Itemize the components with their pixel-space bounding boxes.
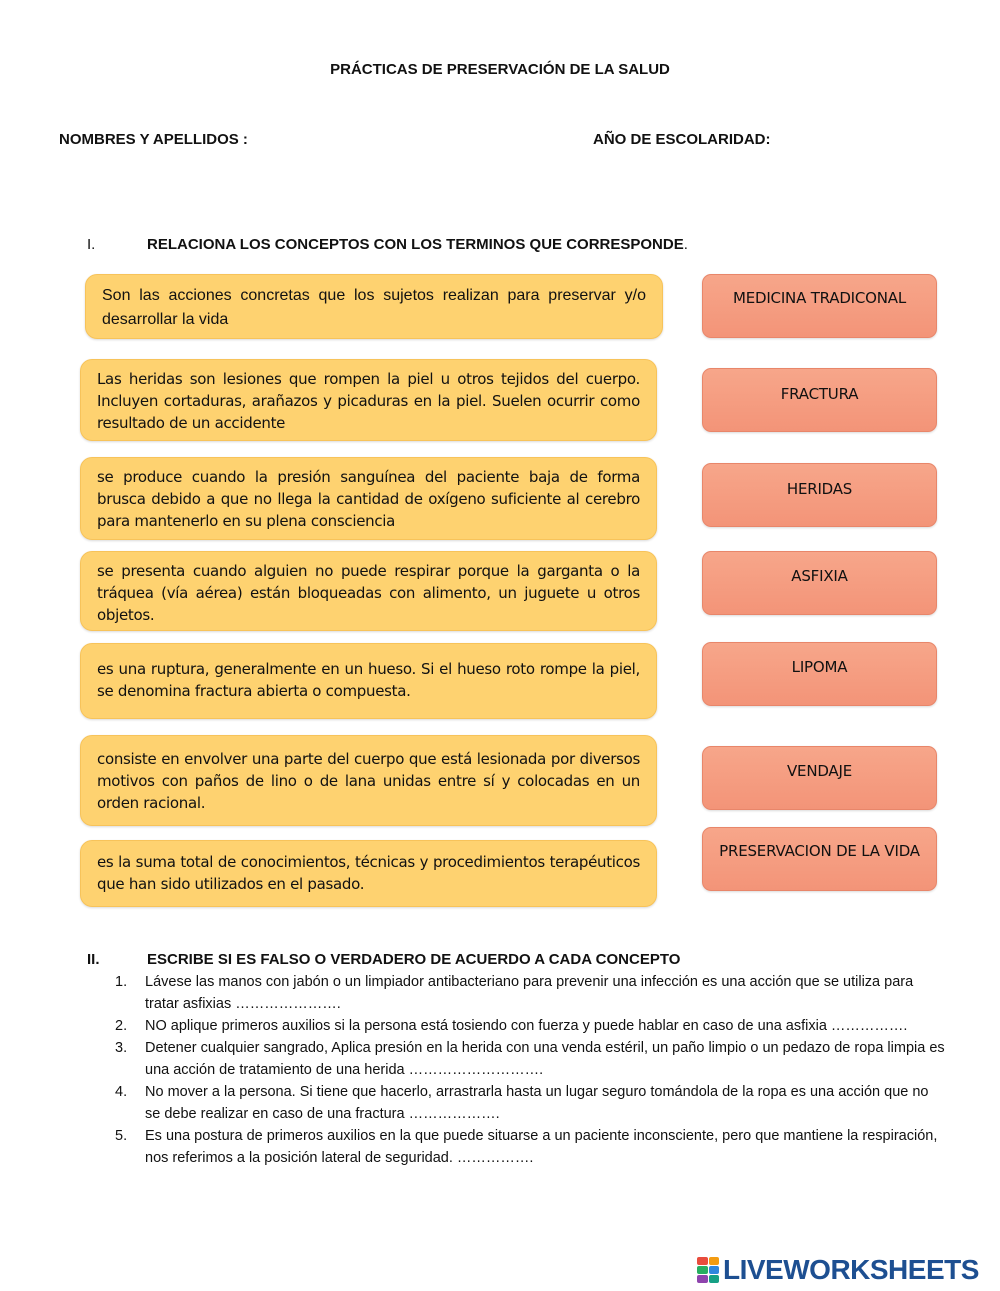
definition-box-6[interactable]: consiste en envolver una parte del cuerpo que está lesionada por diversos motivos con paños de lino o de lana unidas entre sí y colocadas en un orden racional. <box>80 735 657 826</box>
logo-tile <box>697 1257 708 1265</box>
logo-tile <box>709 1257 720 1265</box>
section2-number: II. <box>87 951 100 968</box>
logo-tile <box>709 1275 720 1283</box>
logo-mark-icon <box>697 1257 719 1283</box>
definition-box-5[interactable]: es una ruptura, generalmente en un hueso. Si el hueso roto rompe la piel, se denomina fractura abierta o compuesta. <box>80 643 657 719</box>
section1-period: . <box>683 236 688 253</box>
section1-instruction: RELACIONA LOS CONCEPTOS CON LOS TERMINOS QUE CORRESPONDE <box>147 236 684 253</box>
statement-text[interactable]: Lávese las manos con jabón o un limpiador antibacteriano para prevenir una infección es una acción que se utiliza para tratar asfixias …………………. <box>145 974 914 1012</box>
definition-box-7[interactable]: es la suma total de conocimientos, técnicas y procedimientos terapéuticos que han sido utilizados en el pasado. <box>80 840 657 907</box>
list-item: 4. No mover a la persona. Si tiene que hacerlo, arrastrarla hasta un lugar seguro tomándola de la ropa es una acción que no se debe realizar en caso de una fractura ………………. <box>115 1081 945 1125</box>
logo-wordmark: LIVEWORKSHEETS <box>723 1254 979 1285</box>
list-item: 1. Lávese las manos con jabón o un limpiador antibacteriano para prevenir una infección es una acción que se utiliza para tratar asfixias …………………. <box>115 971 945 1015</box>
logo-tile <box>709 1266 720 1274</box>
list-item: 5. Es una postura de primeros auxilios en la que puede situarse a un paciente inconsciente, pero que mantiene la respiración, nos referimos a la posición lateral de seguridad. ……………. <box>115 1125 945 1169</box>
definition-box-4[interactable]: se presenta cuando alguien no puede respirar porque la garganta o la tráquea (vía aérea) están bloqueadas con alimento, un juguete u otros objetos. <box>80 551 657 631</box>
section2-instruction: ESCRIBE SI ES FALSO O VERDADERO DE ACUERDO A CADA CONCEPTO <box>147 951 681 968</box>
definition-box-3[interactable]: se produce cuando la presión sanguínea del paciente baja de forma brusca debido a que no llega la cantidad de oxígeno suficiente al cerebro para mantenerlo en su plena consciencia <box>80 457 657 540</box>
list-item: 2. NO aplique primeros auxilios si la persona está tosiendo con fuerza y puede hablar en caso de una asfixia ……………. <box>115 1015 945 1037</box>
page-title: PRÁCTICAS DE PRESERVACIÓN DE LA SALUD <box>330 61 670 78</box>
logo-tile <box>697 1266 708 1274</box>
names-label: NOMBRES Y APELLIDOS : <box>59 131 248 148</box>
term-box-heridas[interactable]: HERIDAS <box>702 463 937 527</box>
year-label: AÑO DE ESCOLARIDAD: <box>593 131 771 148</box>
statement-text[interactable]: Detener cualquier sangrado, Aplica presión en la herida con una venda estéril, un paño limpio o un pedazo de ropa limpia es una acción de tratamiento de una herida ………………………. <box>145 1040 945 1078</box>
statement-text[interactable]: No mover a la persona. Si tiene que hacerlo, arrastrarla hasta un lugar seguro tomándola de la ropa es una acción que no se debe realizar en caso de una fractura ………………. <box>145 1084 929 1122</box>
liveworksheets-logo <box>697 1254 979 1286</box>
section1-heading <box>87 236 688 253</box>
logo-tile <box>697 1275 708 1283</box>
section1-number: I. <box>87 236 96 253</box>
term-box-asfixia[interactable]: ASFIXIA <box>702 551 937 615</box>
term-box-preservacion-de-la-vida[interactable]: PRESERVACION DE LA VIDA <box>702 827 937 891</box>
term-box-vendaje[interactable]: VENDAJE <box>702 746 937 810</box>
statement-text[interactable]: NO aplique primeros auxilios si la persona está tosiendo con fuerza y puede hablar en caso de una asfixia ……………. <box>145 1018 908 1034</box>
term-box-fractura[interactable]: FRACTURA <box>702 368 937 432</box>
statement-text[interactable]: Es una postura de primeros auxilios en la que puede situarse a un paciente inconsciente, pero que mantiene la respiración, nos referimos a la posición lateral de seguridad. ……………. <box>145 1128 938 1166</box>
true-false-list <box>115 971 945 1169</box>
list-item: 3. Detener cualquier sangrado, Aplica presión en la herida con una venda estéril, un paño limpio o un pedazo de ropa limpia es una acción de tratamiento de una herida ………………………. <box>115 1037 945 1081</box>
definition-box-2[interactable]: Las heridas son lesiones que rompen la piel u otros tejidos del cuerpo. Incluyen cortaduras, arañazos y picaduras en la piel. Suelen ocurrir como resultado de un accidente <box>80 359 657 441</box>
definition-box-1[interactable]: Son las acciones concretas que los sujetos realizan para preservar y/o desarrollar la vida <box>85 274 663 339</box>
term-box-medicina-tradicional[interactable]: MEDICINA TRADICONAL <box>702 274 937 338</box>
section2-heading <box>87 951 680 968</box>
term-box-lipoma[interactable]: LIPOMA <box>702 642 937 706</box>
